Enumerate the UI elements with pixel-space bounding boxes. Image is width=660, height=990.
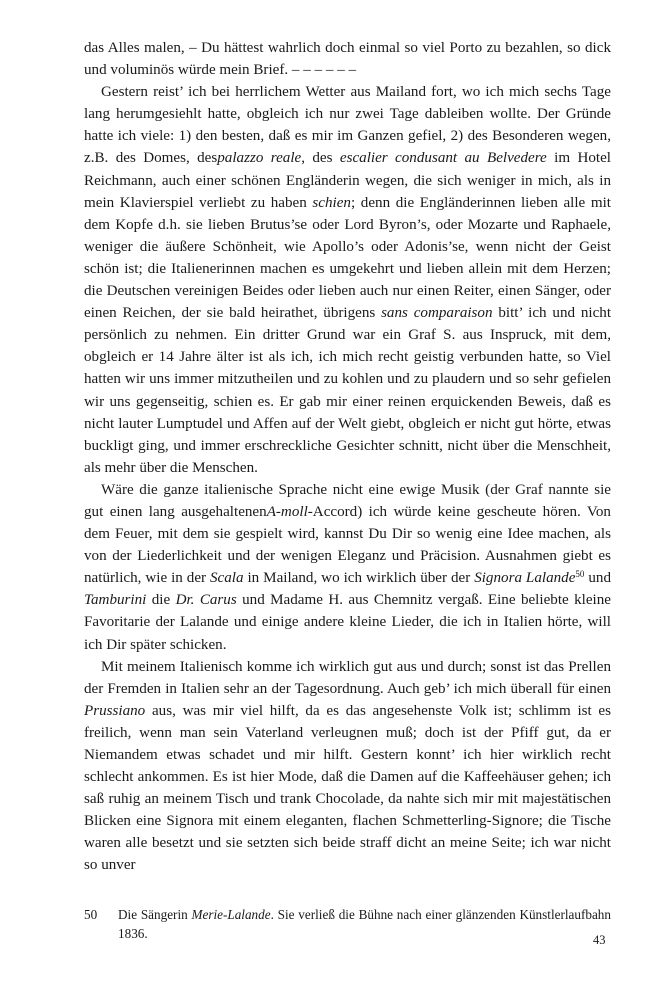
text-span: aus, was mir viel hilft, da es das angesehenste Volk ist; schlimm ist es freilich, wenn man sein Vaterland verleugnen muß; doch ist der Pfiff gut, da er Niemandem etwas schadet und mir hilft. Gestern konnt’ ich hier wirklich recht schlecht ankommen. Es ist hier Mode, daß die Damen auf die Kaffeehäuser gehen; ich saß ruhig an meinem Tisch und trank Chocolade, da nahte sich mir mit majestätischen Blicken eine Signora mit einem eleganten, flachen Schmetterling-Signore; die Tische waren alle besetzt und sie setzten sich beide straff dicht an meine Seite; ich war nicht so unver — [84, 702, 611, 874]
paragraph — [84, 81, 611, 479]
italic-span: Merie-Lalande — [191, 907, 271, 922]
text-span: Mit meinem Italienisch komme ich wirklich gut aus und durch; sonst ist das Prellen der Fremden in Italien sehr an der Tagesordnung. Auch geb’ ich mich überall für einen — [84, 658, 611, 697]
text-span: das Alles malen, – Du hättest wahrlich doch einmal so viel Porto zu bezahlen, so dick und voluminös würde mein Brief. – – – – – – — [84, 40, 611, 79]
italic-span: palazzo reale — [217, 150, 302, 167]
footnote-ref: 50 — [575, 569, 585, 580]
text-span: und Madame H. aus Chemnitz vergaß. Eine beliebte kleine Favoritarie der Lalande und einige andere kleine Lieder, die ich in Italien hörte, will ich Dir später schicken. — [84, 592, 611, 653]
italic-span: Dr. Carus — [175, 592, 237, 609]
footnote-text — [118, 906, 611, 943]
page-number: 43 — [593, 933, 606, 947]
italic-span: sans comparaison — [381, 305, 493, 322]
paragraph — [84, 37, 611, 81]
text-span: die — [146, 592, 176, 609]
main-text — [84, 37, 611, 877]
text-span: bitt’ ich und nicht persönlich zu nehmen. Ein dritter Grund war ein Graf S. aus Inspruck, mit dem, obgleich er 14 Jahre älter ist als ich, ich mich recht geistig verbunden hatte, so Viel hatten wir uns immer mitzutheilen und zu kohlen und zu plaudern und so sehr gefielen wir uns gegenseitig, schien es. Er gab mir einer reinen erquickenden Beweis, daß es nicht lauter Lumptudel und Affen auf der Welt giebt, obgleich er nicht gut hörte, etwas buckligt ging, und immer erschreckliche Gesichter schnitt, nicht über die Menschheit, als mehr über die Menschen. — [84, 305, 612, 476]
text-span: ; denn die Engländerinnen lieben alle mit dem Kopfe d.h. sie lieben Brutus’se oder Lord Byron’s, oder Mozarte und Raphaele, weniger die äußere Schönheit, wie Apollo’s oder Adonis’se, wenn nicht der Geist schön ist; die Italienerinnen machen es umgekehrt und lieben allein mit dem Herzen; die Deutschen vereinigen Beides oder lieben auch nur einen Reiter, einen Sänger, oder einen Reichen, der sie bald heirathet, übrigens — [84, 194, 612, 322]
italic-span: Prussiano — [84, 702, 146, 719]
text-span: in Mailand, wo ich wirklich über der — [243, 570, 475, 587]
text-span: . Sie verließ die Bühne nach einer glänzenden Künstlerlaufbahn 1836. — [118, 907, 611, 941]
text-span: Wäre die ganze italienische Sprache nicht eine ewige Musik (der Graf nannte sie gut einen lang ausgehaltenen — [84, 481, 611, 520]
text-span: im Hotel Reichmann, auch einer schönen Engländerin wegen, die sich weniger in mich, als in mein Klavierspiel verliebt zu haben — [84, 150, 611, 211]
italic-span: schien — [312, 194, 351, 211]
text-span: , des — [301, 150, 340, 167]
text-span: -Accord) ich würde keine gescheute hören. Von dem Feuer, mit dem sie gespielt wird, kannst Du Dir so wenig eine Idee machen, als von der Liederlichkeit und der wenigen Eleganz und Präcision. Ausnahmen giebt es natürlich, wie in der — [84, 503, 611, 587]
footnote-number: 50 — [84, 907, 98, 922]
text-span: Die Sängerin — [118, 907, 192, 922]
italic-span: Signora Lalande — [474, 570, 576, 587]
text-span: Gestern reist’ ich bei herrlichem Wetter aus Mailand fort, wo ich mich sechs Tage lang herumgesiehlt hatte, obgleich ich nur zwei Tage dableiben wollte. Der Gründe hatte ich viele: 1) den besten, daß es mir im Ganzen gefiel, 2) des Besonderen wegen, z.B. des Domes, des — [84, 84, 611, 167]
italic-span: escalier condusant au Belvedere — [339, 150, 547, 167]
italic-span: A-moll — [266, 503, 308, 520]
italic-span: Scala — [210, 570, 244, 587]
text-span: und — [584, 570, 611, 587]
paragraph — [84, 479, 611, 656]
footnote-50 — [84, 906, 611, 943]
italic-span: Tamburini — [84, 592, 147, 609]
paragraph — [84, 656, 611, 877]
